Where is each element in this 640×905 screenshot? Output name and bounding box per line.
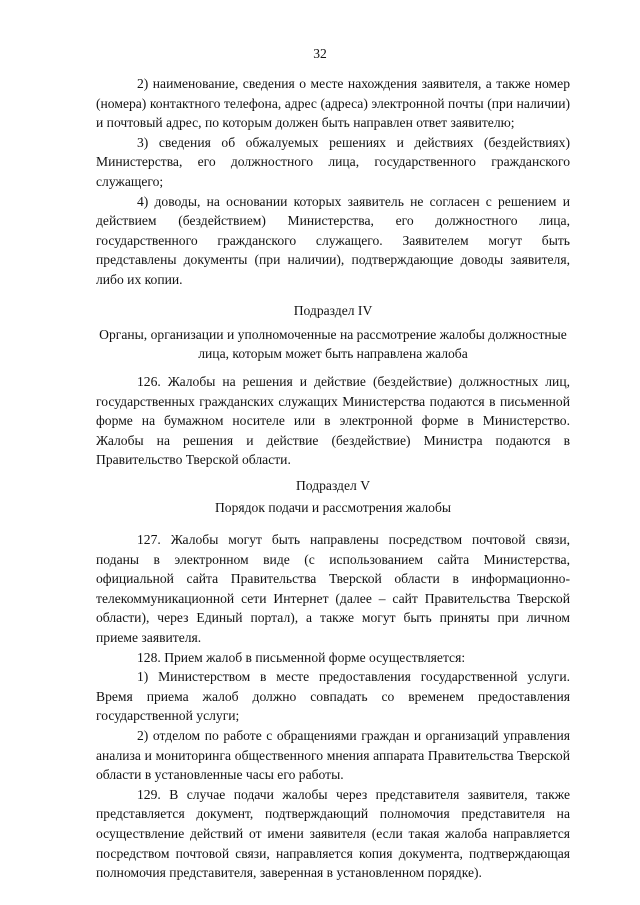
list-item: 3) сведения об обжалуемых решениях и действиях (бездействиях) Министерства, его должностного лица, государственного гражданского служащего; — [96, 134, 570, 189]
list-continuation — [96, 74, 570, 290]
subsection-title: Порядок подачи и рассмотрения жалобы — [214, 499, 452, 515]
subsection-label: Подраздел V — [295, 478, 371, 493]
subsection-5-body — [96, 530, 570, 883]
subsection-title: Органы, организации и уполномоченные на рассмотрение жалобы должностные лица, которым может быть направлена жалоба — [99, 326, 567, 362]
subsection-4-body — [96, 372, 570, 470]
subsection-5-heading — [96, 476, 570, 517]
paragraph: 129. В случае подачи жалобы через представителя заявителя, также представляется документ, подтверждающий полномочия представителя на осуществление действий от имени заявителя (если такая жалоба направляется посредством почтовой связи, направляется копия документа, подтверждающая полномочия представителя, заверенная в установленном порядке). — [96, 786, 570, 881]
list-item: 4) доводы, на основании которых заявитель не согласен с решением и действием (бездействием) Министерства, его должностного лица, государственного гражданского служащего. Заявителем могут быть представлены документы (при наличии), подтверждающие доводы заявителя, либо их копии. — [96, 193, 570, 287]
subsection-4-heading — [96, 301, 570, 364]
paragraph: 126. Жалобы на решения и действие (бездействие) должностных лиц, государственных гражданских служащих Министерства подаются в письменной форме на бумажном носителе или в электронной форме в Министерство. Жалобы на решения и действие (бездействие) Министра подаются в Правительство Тверской области. — [96, 374, 570, 468]
subsection-label: Подраздел IV — [293, 303, 373, 318]
paragraph: 127. Жалобы могут быть направлены посредством почтовой связи, поданы в электронном виде (с использованием сайта Министерства, официальной сайта Правительства Тверской области в информационно-телекоммуникационной сети Интернет (далее – сайт Правительства Тверской области), через Единый портал), а также могут быть приняты при личном приеме заявителя. — [96, 532, 570, 645]
paragraph: 128. Прием жалоб в письменной форме осуществляется: — [137, 649, 466, 665]
paragraph: 1) Министерством в месте предоставления государственной услуги. Время приема жалоб должно совпадать со временем предоставления государственной услуги; — [96, 669, 570, 724]
paragraph: 2) отделом по работе с обращениями граждан и организаций управления анализа и мониторинга общественного мнения аппарата Правительства Тверской области в установленные часы его работы. — [96, 727, 570, 783]
list-item: 2) наименование, сведения о месте нахождения заявителя, а также номер (номера) контактного телефона, адрес (адреса) электронной почты (при наличии) и почтовый адрес, по которым должен быть направлен ответ заявителю; — [96, 76, 570, 131]
page-number: 32 — [313, 46, 327, 61]
